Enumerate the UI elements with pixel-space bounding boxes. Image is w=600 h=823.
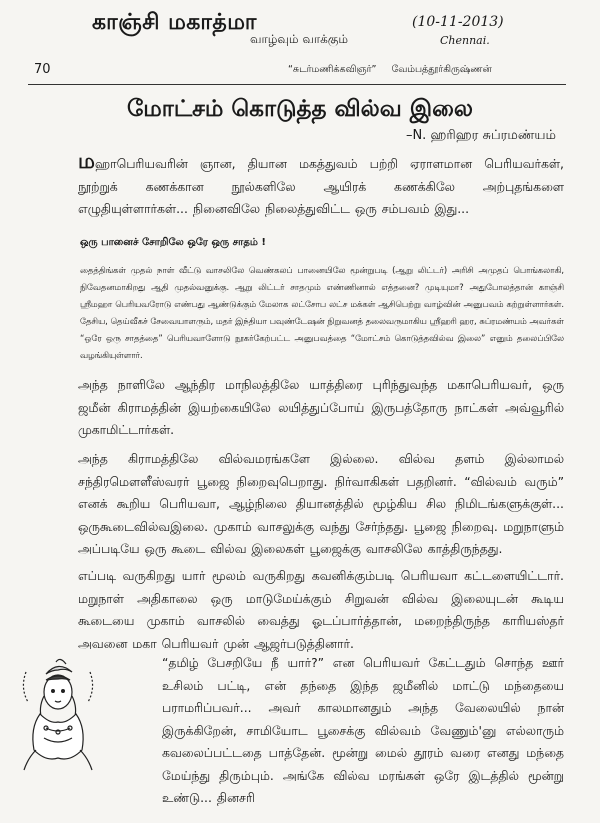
paragraph-3: அந்த கிராமத்திலே வில்வமரங்களே இல்லை. வில்வ தளம் இல்லாமல் சந்திரமௌளீஸ்வரர் பூஜை நிறைவுபெறாது. நிர்வாகிகள் பதறினர். “வில்வம் வரும்” எனக் கூறிய பெரியவா, ஆழ்நிலை தியானத்தில் மூழ்கிய சில நிமிடங்களுக்குள்... ஒருகூடைவில்வஇலை. முகாம் வாசலுக்கு வந்து சேர்ந்தது. பூஜை நிறைவு. மறுநாளும் அப்படியே ஒரு கூடை வில்வ இலைகள் பூஜைக்கு வாசலிலே காத்திருந்தது.: [78, 451, 564, 556]
intro-paragraph: [78, 150, 564, 221]
header-divider: [28, 84, 566, 85]
paragraph-4: எப்படி வருகிறது யார் மூலம் வருகிறது கவனிக்கும்படி பெரியவா கட்டளையிட்டார். மறுநாள் அதிகாலை ஒரு மாடுமேய்க்கும் சிறுவன் வில்வ இலையுடன் கூடிய கூடையை முகாம் வாசலில் வைத்து ஓடப்பார்த்தான், மறைந்திருந்த காரியஸ்தர் அவனை மகா பெரியவர் முன் ஆஜர்படுத்தினார்.: [78, 568, 564, 651]
handwritten-date: (10-11-2013): [412, 14, 504, 30]
magazine-brand: காஞ்சி மகாத்மா: [92, 10, 257, 35]
article-title: மோட்சம் கொடுத்த வில்வ இலை: [126, 96, 474, 122]
summary-box-text: தைத்திங்கள் முதல் நாள் வீட்டு வாசலிலே வெண்கலப் பானையிலே மூன்றுபடி (ஆறு லிட்டர்) அரிசி அமுதப் பொங்கலாகி, நிவேதனமாகிறது ஆதி முதல்வனுக்கு. ஆறு லிட்டர் சாதமும் எண்ணினால் எத்தனை? முடியுமா? அதுபோலத்தான் காஞ்சி ஸ்ரீமஹா பெரியவரோடு எண்பது ஆண்டுக்கும் மேலாக லட்சோப லட்ச மக்கள் ஆசிபெற்று வாழ்வின் அனுபவம் கற்றுள்ளார்கள். தேசிய, தெய்வீகச் சேவையாளரும், மதர் இந்தியா பவுண்டேஷன் நிறுவனத் தலைவருமாகிய ஸ்ரீஹரி ஹர, சுப்ரமண்யம் அவர்கள் “ஒரே ஒரு சாதத்தை” பெரியவாளோடு நூகர்கேற்பட்ட அனுபவத்தை “மோட்சம் கொடுத்தவில்வ இலை” எனும் தலைப்பிலே வழங்கியுள்ளார்.: [80, 265, 564, 360]
handwritten-city: Chennai.: [440, 34, 490, 47]
article-byline: –N. ஹரிஹர சுப்ரமண்யம்: [405, 128, 556, 143]
author-line: [288, 64, 492, 76]
author-title: “சுடர்மணிக்கவிஞர்”: [288, 64, 377, 75]
author-name: வேம்பத்தூர்கிருஷ்ணன்: [391, 64, 492, 75]
page-number: 70: [34, 62, 51, 77]
krishna-illustration: [16, 658, 100, 776]
paragraph-2: அந்த நாளிலே ஆந்திர மாநிலத்திலே யாத்திரை புரிந்துவந்த மகாபெரியவர், ஒரு ஜமீன் கிராமத்தின் இயற்கையிலே லயித்துப்போய் இருபத்தோரு நாட்கள் அவ்வூரில் முகாமிட்டார்கள்.: [78, 377, 564, 437]
magazine-motto: வாழ்வும் வாக்கும்: [250, 32, 349, 46]
intro-text: ஹாபெரியவரின் ஞான, தியான மகத்துவம் பற்றி ஏராளமான பெரியவர்கள், நூற்றுக் கணக்கான நூல்களிலே ஆயிரக் கணக்கிலே அற்புதங்களை எழுதியுள்ளார்கள்... நினைவிலே நிலைத்துவிட்ட ஒரு சம்பவம் இது...: [78, 156, 564, 216]
drop-cap: ம: [78, 149, 95, 173]
paragraph-5: “தமிழ் பேசறியே நீ யார்?” என பெரியவர் கேட்டதும் சொந்த ஊர் உசிலம் பட்டி, என் தந்தை இந்த ஜமீனில் மாட்டு மந்தையை பராமரிப்பவர்... அவர் காலமானதும் அந்த வேலையில் நான் இருக்கிறேன், சாமியோட பூசைக்கு வில்வம் வேணும்'னு எல்லாரும் கவலைப்பட்டதை பாத்தேன். மூன்று மைல் தூரம் வரை எனது மந்தை மேய்ந்து திரும்பும். அங்கே வில்வ மரங்கள் ஒரே இடத்தில் மூன்று உண்டு... தினசரி: [162, 655, 564, 805]
section-subheading: ஒரு பானைச் சோறிலே ஒரே ஒரு சாதம் !: [80, 237, 266, 248]
